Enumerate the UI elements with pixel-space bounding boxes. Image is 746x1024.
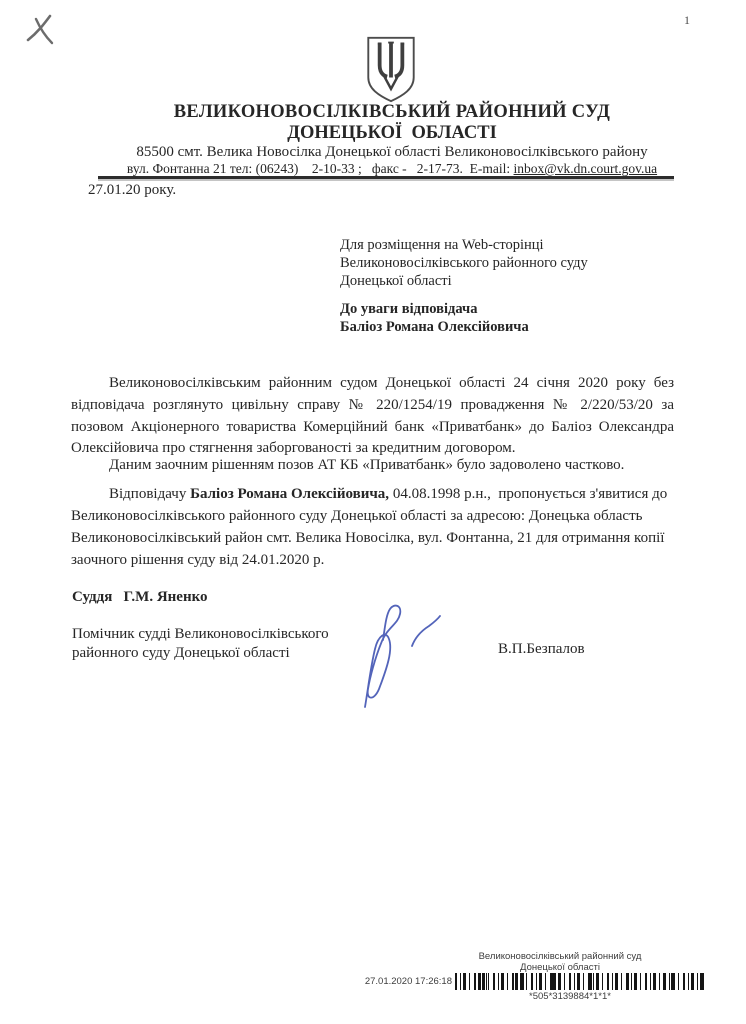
barcode bbox=[455, 973, 705, 990]
judge-signature-line: Суддя Г.М. Яненко bbox=[72, 589, 208, 605]
page-number: 1 bbox=[684, 13, 690, 27]
attention-block bbox=[340, 300, 529, 336]
recipient-line: Для розміщення на Web-сторінці bbox=[340, 237, 544, 253]
body-paragraph-1: Великоновосілківським районним судом Донецької області 24 січня 2020 року без відповідача розглянуто цивільну справу № 220/1254/19 провадження № 2/220/53/20 за позовом Акціонерного товариства Комерційний банк «Приватбанк» до Баліоз Олександра Олексійовича про стягнення заборгованості за кредитним договором. bbox=[71, 375, 674, 457]
stamp-datetime: 27.01.2020 17:26:18 bbox=[364, 976, 452, 987]
recipient-block bbox=[340, 236, 588, 290]
handwritten-signature bbox=[352, 597, 452, 719]
court-address-line2 bbox=[38, 161, 746, 177]
court-address-line1: 85500 смт. Велика Новосілка Донецької області Великоновосілківського району bbox=[136, 144, 648, 160]
assistant-name: В.П.Безпалов bbox=[498, 641, 585, 657]
attention-line: Баліоз Романа Олексійовича bbox=[340, 319, 529, 335]
stamp-court-region: Донецької області bbox=[520, 962, 600, 973]
respondent-name: Баліоз Романа Олексійовича, bbox=[190, 486, 390, 502]
attention-line: До уваги відповідача bbox=[340, 301, 478, 317]
recipient-line: Великоновосілківського районного суду bbox=[340, 255, 588, 271]
stamp-court-name: Великоновосілківський районний суд bbox=[478, 951, 642, 962]
assistant-title-block bbox=[72, 625, 329, 662]
court-email: inbox@vk.dn.court.gov.ua bbox=[513, 161, 658, 176]
court-name-line2: ДОНЕЦЬКОЇ ОБЛАСТІ bbox=[287, 123, 497, 143]
header-divider bbox=[98, 176, 674, 179]
assistant-title-line: Помічник судді Великоновосілківського bbox=[72, 626, 329, 642]
court-contacts: вул. Фонтанна 21 тел: (06243) 2-10-33 ; факс - 2-17-73. E-mail: bbox=[126, 161, 514, 176]
document-date: 27.01.20 року. bbox=[88, 182, 177, 198]
ukraine-trident-emblem-icon bbox=[355, 34, 427, 104]
pen-scribble-mark bbox=[22, 12, 58, 48]
body-paragraph-2: Даним заочним рішенням позов АТ КБ «Приватбанк» було задоволено частково. bbox=[109, 457, 625, 473]
body-paragraph-3 bbox=[71, 483, 674, 571]
assistant-title-line: районного суду Донецької області bbox=[72, 644, 290, 661]
court-name-line1: ВЕЛИКОНОВОСІЛКІВСЬКИЙ РАЙОННИЙ СУД bbox=[173, 102, 611, 122]
barcode-number: *505*3139884*1*1* bbox=[529, 991, 611, 1002]
paragraph3-rest: 04.08.1998 р.н., пропонується з'явитися до Великоновосілківського районного суду Донецької області за адресою: Донецька область Великоновосілківський район смт. Велика Новосілка, вул. Фонтанна, 21 для отримання копії заочного рішення суду від 24.01.2020 р. bbox=[71, 486, 671, 568]
paragraph3-prefix: Відповідачу bbox=[109, 486, 191, 502]
recipient-line: Донецької області bbox=[340, 273, 452, 289]
